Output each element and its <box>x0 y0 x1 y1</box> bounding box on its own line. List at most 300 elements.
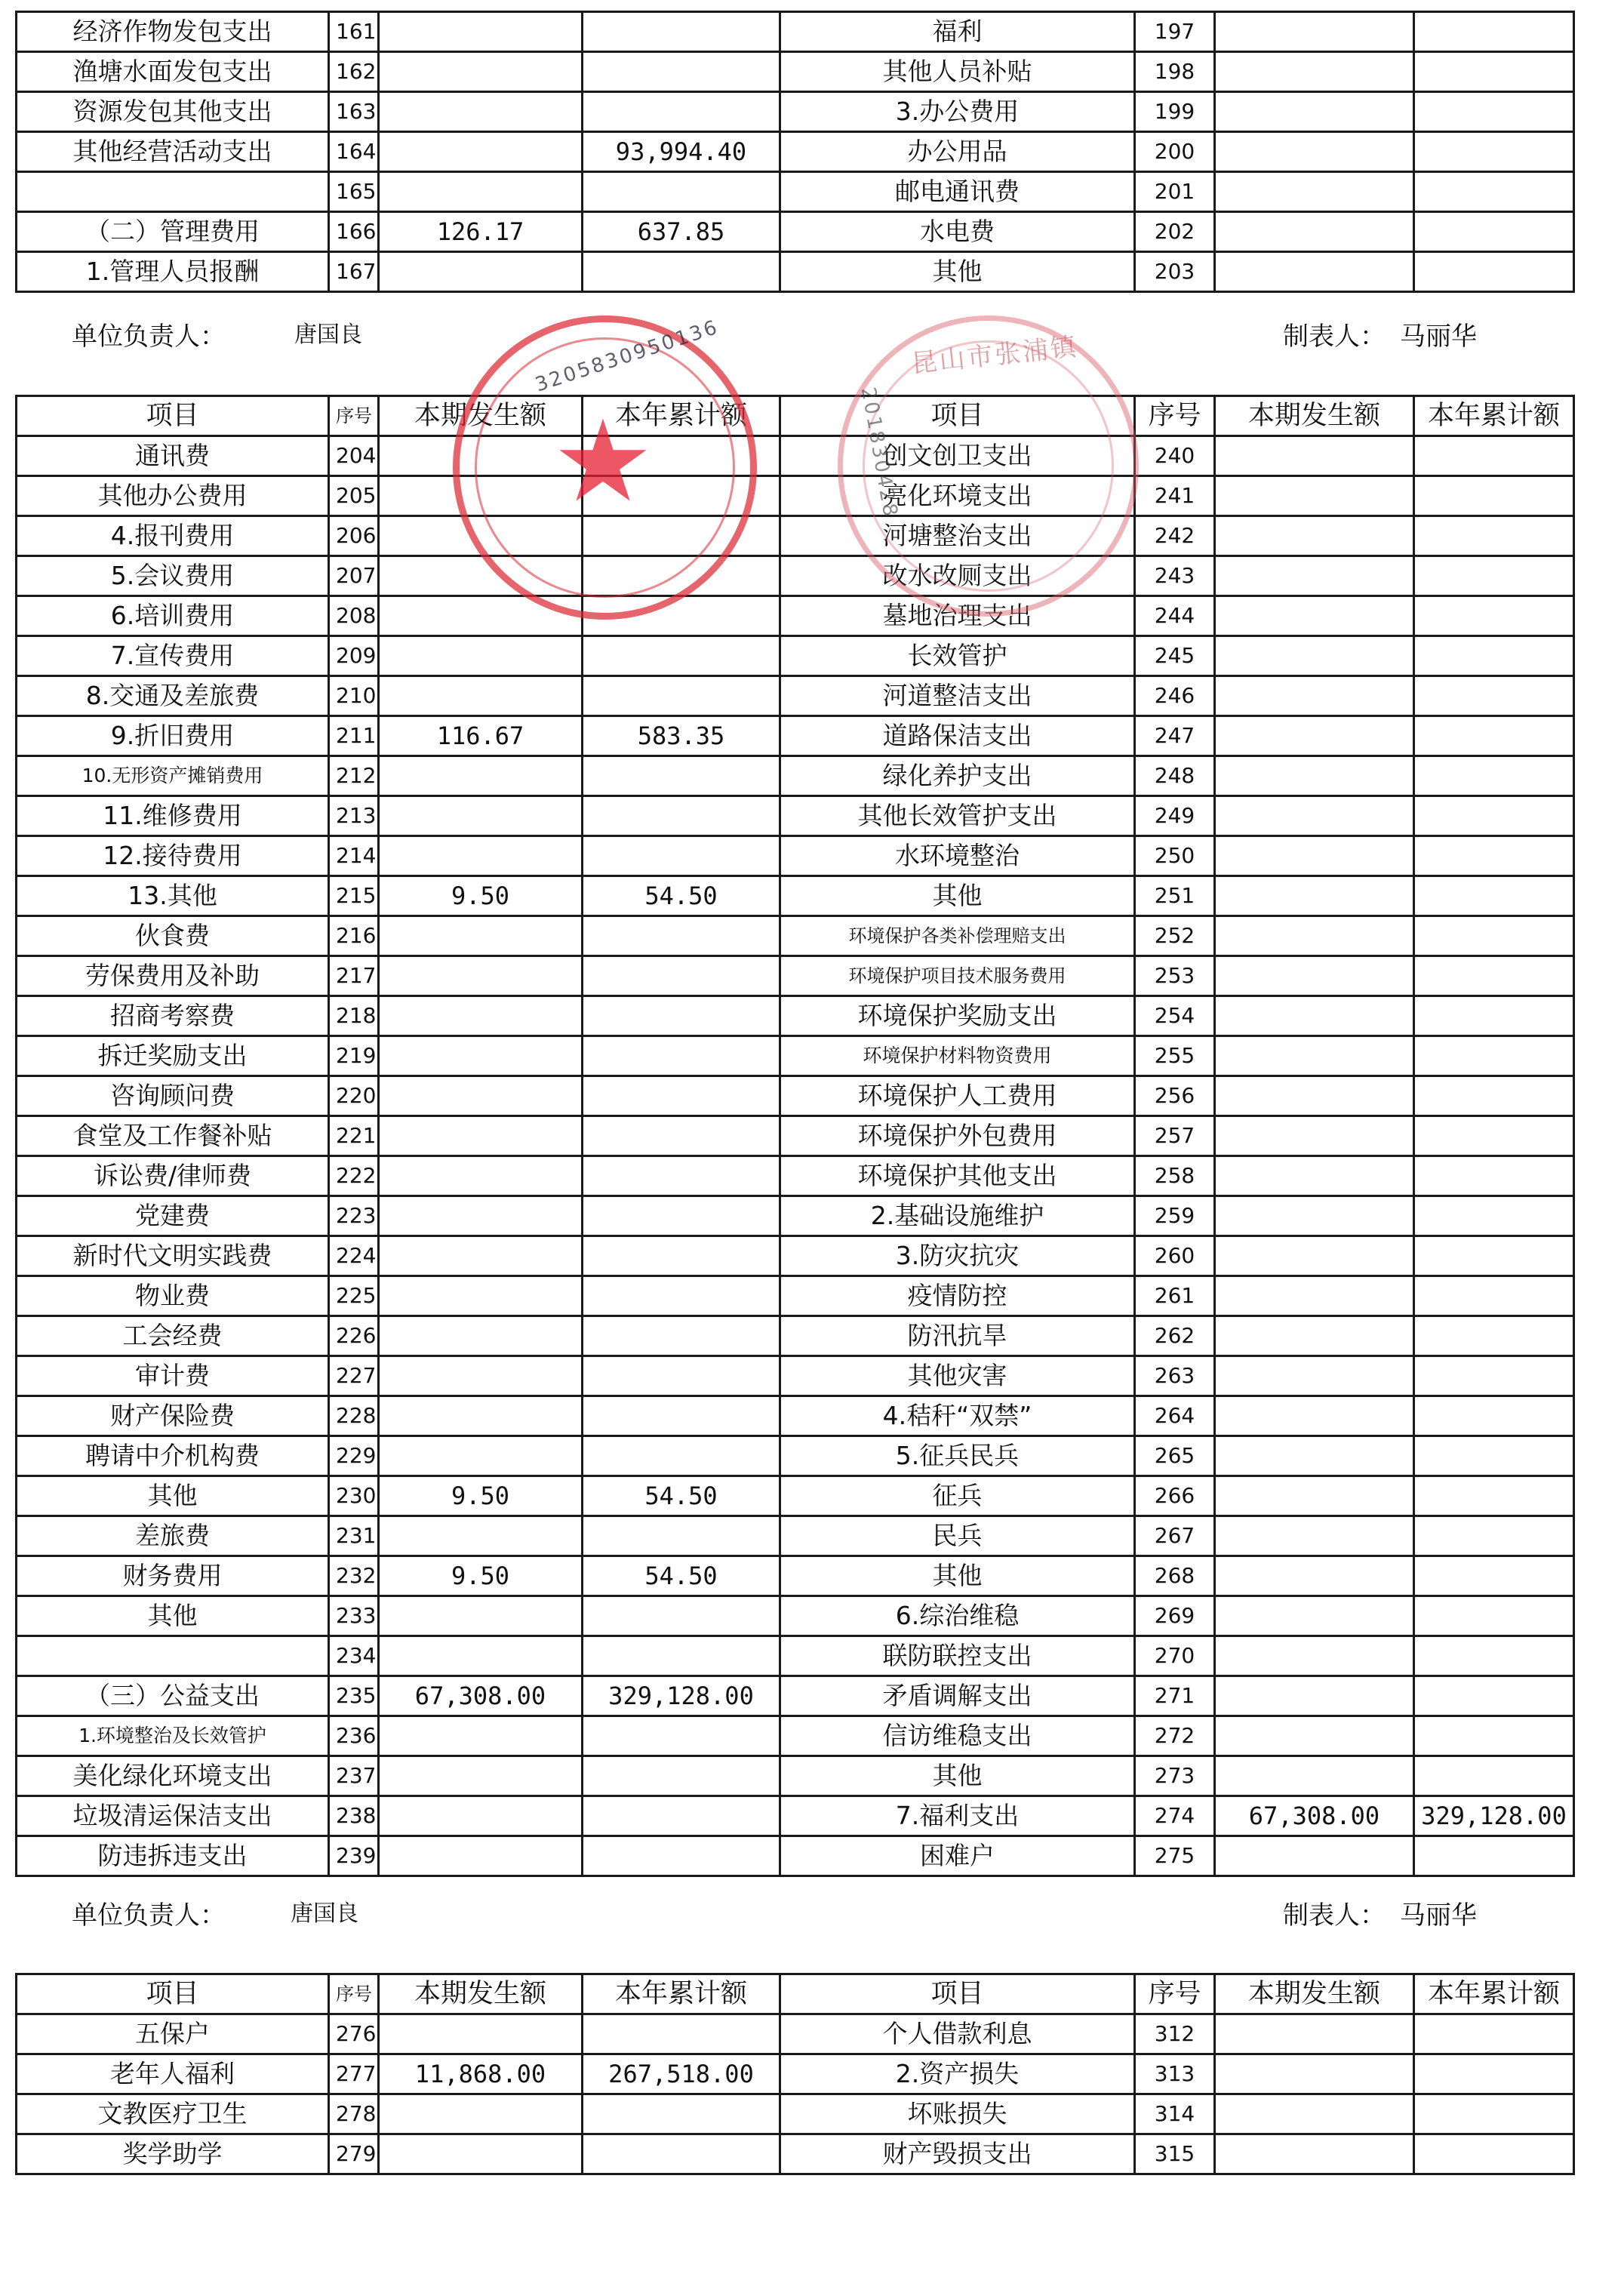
seq-cell-right: 259 <box>1135 1196 1215 1236</box>
current-amount-cell-right <box>1215 1396 1414 1436</box>
table-row <box>17 876 1574 916</box>
item-cell: 10.无形资产摊销费用 <box>17 756 329 796</box>
item-cell: 1.环境整治及长效管护 <box>17 1716 329 1756</box>
item-cell-right: 信访维稳支出 <box>780 1716 1135 1756</box>
header-item-right: 项目 <box>780 1974 1135 2014</box>
current-amount-cell-right <box>1215 1516 1414 1556</box>
item-cell: （三）公益支出 <box>17 1676 329 1716</box>
table-row <box>17 596 1574 636</box>
current-amount-cell-right <box>1215 1476 1414 1516</box>
seq-cell: 167 <box>329 252 379 292</box>
seq-cell-right: 274 <box>1135 1796 1215 1836</box>
seq-cell-right: 314 <box>1135 2094 1215 2134</box>
table-row <box>17 956 1574 996</box>
header-current-right: 本期发生额 <box>1215 396 1414 436</box>
current-amount-cell <box>379 1236 583 1276</box>
item-cell-right: 创文创卫支出 <box>780 436 1135 476</box>
current-amount-cell <box>379 836 583 876</box>
current-amount-cell: 11,868.00 <box>379 2054 583 2094</box>
current-amount-cell <box>379 1316 583 1356</box>
current-amount-cell <box>379 252 583 292</box>
ytd-amount-cell <box>583 836 780 876</box>
current-amount-cell <box>379 1596 583 1636</box>
item-cell: 11.维修费用 <box>17 796 329 836</box>
item-cell-right: 民兵 <box>780 1516 1135 1556</box>
item-cell: 审计费 <box>17 1356 329 1396</box>
item-cell: 13.其他 <box>17 876 329 916</box>
expense-table-1 <box>15 11 1575 293</box>
item-cell: 诉讼费/律师费 <box>17 1156 329 1196</box>
current-amount-cell <box>379 1636 583 1676</box>
ytd-amount-cell <box>583 1316 780 1356</box>
ytd-amount-cell <box>583 636 780 676</box>
table-row <box>17 1716 1574 1756</box>
seq-cell: 161 <box>329 12 379 52</box>
item-cell-right: 个人借款利息 <box>780 2014 1135 2054</box>
current-amount-cell-right <box>1215 996 1414 1036</box>
item-cell-right: 河道整洁支出 <box>780 676 1135 716</box>
ytd-amount-cell-right <box>1414 1836 1574 1876</box>
item-cell-right: 环境保护材料物资费用 <box>780 1036 1135 1076</box>
item-cell-right: 3.办公费用 <box>780 92 1135 132</box>
item-cell: 1.管理人员报酬 <box>17 252 329 292</box>
ytd-amount-cell-right <box>1414 172 1574 212</box>
header-seq-right: 序号 <box>1135 396 1215 436</box>
seq-cell: 217 <box>329 956 379 996</box>
item-cell: 伙食费 <box>17 916 329 956</box>
ytd-amount-cell <box>583 1156 780 1196</box>
table-row <box>17 1196 1574 1236</box>
item-cell <box>17 172 329 212</box>
ytd-amount-cell: 93,994.40 <box>583 132 780 172</box>
unit-head-label: 单位负责人： <box>72 1900 226 1931</box>
seq-cell-right: 257 <box>1135 1116 1215 1156</box>
seq-cell-right: 271 <box>1135 1676 1215 1716</box>
seq-cell-right: 312 <box>1135 2014 1215 2054</box>
item-cell-right: 环境保护人工费用 <box>780 1076 1135 1116</box>
seq-cell: 165 <box>329 172 379 212</box>
seq-cell-right: 254 <box>1135 996 1215 1036</box>
ytd-amount-cell-right <box>1414 1756 1574 1796</box>
ytd-amount-cell-right <box>1414 2134 1574 2174</box>
current-amount-cell-right <box>1215 876 1414 916</box>
seq-cell: 209 <box>329 636 379 676</box>
table-row <box>17 636 1574 676</box>
seq-cell-right: 255 <box>1135 1036 1215 1076</box>
item-cell-right: 7.福利支出 <box>780 1796 1135 1836</box>
current-amount-cell <box>379 1116 583 1156</box>
ytd-amount-cell-right <box>1414 1436 1574 1476</box>
current-amount-cell <box>379 436 583 476</box>
item-cell-right: 财产毁损支出 <box>780 2134 1135 2174</box>
table-row <box>17 556 1574 596</box>
item-cell-right: 墓地治理支出 <box>780 596 1135 636</box>
item-cell: 新时代文明实践费 <box>17 1236 329 1276</box>
table-row <box>17 2134 1574 2174</box>
seq-cell-right: 250 <box>1135 836 1215 876</box>
item-cell-right: 其他人员补贴 <box>780 52 1135 92</box>
item-cell-right: 环境保护项目技术服务费用 <box>780 956 1135 996</box>
seq-cell: 218 <box>329 996 379 1036</box>
item-cell <box>17 1636 329 1676</box>
seq-cell: 222 <box>329 1156 379 1196</box>
ytd-amount-cell <box>583 556 780 596</box>
item-cell-right: 联防联控支出 <box>780 1636 1135 1676</box>
ytd-amount-cell-right <box>1414 916 1574 956</box>
item-cell: 财务费用 <box>17 1556 329 1596</box>
item-cell-right: 其他 <box>780 252 1135 292</box>
seq-cell: 211 <box>329 716 379 756</box>
item-cell: 其他经营活动支出 <box>17 132 329 172</box>
unit-head-name: 唐国良 <box>294 322 362 348</box>
ytd-amount-cell-right <box>1414 132 1574 172</box>
ytd-amount-cell-right <box>1414 1356 1574 1396</box>
seq-cell: 219 <box>329 1036 379 1076</box>
ytd-amount-cell <box>583 1716 780 1756</box>
item-cell: 7.宣传费用 <box>17 636 329 676</box>
table-row <box>17 212 1574 252</box>
table-row <box>17 1556 1574 1596</box>
current-amount-cell-right <box>1215 756 1414 796</box>
current-amount-cell-right <box>1215 2094 1414 2134</box>
seq-cell-right: 200 <box>1135 132 1215 172</box>
table-row <box>17 1796 1574 1836</box>
seq-cell: 230 <box>329 1476 379 1516</box>
ytd-amount-cell-right <box>1414 556 1574 596</box>
seq-cell: 166 <box>329 212 379 252</box>
header-current: 本期发生额 <box>379 396 583 436</box>
seq-cell: 163 <box>329 92 379 132</box>
current-amount-cell <box>379 1716 583 1756</box>
ytd-amount-cell <box>583 1796 780 1836</box>
header-ytd-right: 本年累计额 <box>1414 1974 1574 2014</box>
table-row <box>17 52 1574 92</box>
current-amount-cell-right <box>1215 1156 1414 1196</box>
table-row <box>17 756 1574 796</box>
seq-cell: 204 <box>329 436 379 476</box>
item-cell: 文教医疗卫生 <box>17 2094 329 2134</box>
ytd-amount-cell-right <box>1414 52 1574 92</box>
item-cell-right: 水电费 <box>780 212 1135 252</box>
current-amount-cell <box>379 1436 583 1476</box>
item-cell: 8.交通及差旅费 <box>17 676 329 716</box>
item-cell: 差旅费 <box>17 1516 329 1556</box>
seq-cell: 276 <box>329 2014 379 2054</box>
ytd-amount-cell-right <box>1414 516 1574 556</box>
seq-cell-right: 256 <box>1135 1076 1215 1116</box>
table-row <box>17 1436 1574 1476</box>
table-header <box>17 1974 1574 2014</box>
table-row <box>17 1316 1574 1356</box>
ytd-amount-cell-right <box>1414 956 1574 996</box>
item-cell-right: 亮化环境支出 <box>780 476 1135 516</box>
preparer-label: 制表人： <box>1283 322 1386 352</box>
unit-head-label: 单位负责人： <box>72 322 226 352</box>
seal-code: 3205830950136 <box>532 315 722 397</box>
current-amount-cell-right <box>1215 1036 1414 1076</box>
ytd-amount-cell-right <box>1414 996 1574 1036</box>
current-amount-cell <box>379 1836 583 1876</box>
ytd-amount-cell <box>583 172 780 212</box>
header-ytd: 本年累计额 <box>583 1974 780 2014</box>
ytd-amount-cell-right <box>1414 1196 1574 1236</box>
seq-cell: 206 <box>329 516 379 556</box>
ytd-amount-cell <box>583 252 780 292</box>
ytd-amount-cell-right <box>1414 756 1574 796</box>
item-cell-right: 福利 <box>780 12 1135 52</box>
current-amount-cell-right <box>1215 1356 1414 1396</box>
item-cell: 4.报刊费用 <box>17 516 329 556</box>
current-amount-cell-right <box>1215 1236 1414 1276</box>
item-cell: 9.折旧费用 <box>17 716 329 756</box>
current-amount-cell-right <box>1215 172 1414 212</box>
header-item: 项目 <box>17 396 329 436</box>
ytd-amount-cell-right <box>1414 1476 1574 1516</box>
item-cell: 12.接待费用 <box>17 836 329 876</box>
ytd-amount-cell <box>583 596 780 636</box>
seq-cell: 221 <box>329 1116 379 1156</box>
item-cell-right: 其他 <box>780 876 1135 916</box>
current-amount-cell-right <box>1215 52 1414 92</box>
table-row <box>17 2094 1574 2134</box>
seq-cell-right: 246 <box>1135 676 1215 716</box>
ytd-amount-cell <box>583 1636 780 1676</box>
ytd-amount-cell-right <box>1414 1676 1574 1716</box>
table-row <box>17 1236 1574 1276</box>
header-item-right: 项目 <box>780 396 1135 436</box>
current-amount-cell-right <box>1215 1436 1414 1476</box>
ytd-amount-cell-right <box>1414 676 1574 716</box>
seq-cell-right: 265 <box>1135 1436 1215 1476</box>
current-amount-cell <box>379 1796 583 1836</box>
table-row <box>17 92 1574 132</box>
table-row <box>17 676 1574 716</box>
ytd-amount-cell <box>583 956 780 996</box>
expense-table-3 <box>15 1973 1575 2175</box>
ytd-amount-cell-right <box>1414 1156 1574 1196</box>
seq-cell: 228 <box>329 1396 379 1436</box>
current-amount-cell-right <box>1215 12 1414 52</box>
item-cell-right: 6.综治维稳 <box>780 1596 1135 1636</box>
item-cell-right: 其他 <box>780 1556 1135 1596</box>
header-seq: 序号 <box>329 396 379 436</box>
current-amount-cell-right <box>1215 252 1414 292</box>
current-amount-cell-right <box>1215 1556 1414 1596</box>
table-row <box>17 1636 1574 1676</box>
seq-cell-right: 247 <box>1135 716 1215 756</box>
table-row <box>17 1356 1574 1396</box>
ytd-amount-cell <box>583 476 780 516</box>
ytd-amount-cell <box>583 1436 780 1476</box>
ytd-amount-cell <box>583 2014 780 2054</box>
item-cell: 聘请中介机构费 <box>17 1436 329 1476</box>
expense-table-2 <box>15 395 1575 1877</box>
current-amount-cell-right <box>1215 516 1414 556</box>
seq-cell-right: 249 <box>1135 796 1215 836</box>
table-row <box>17 1036 1574 1076</box>
current-amount-cell <box>379 1196 583 1236</box>
seq-cell: 212 <box>329 756 379 796</box>
table-row <box>17 2014 1574 2054</box>
ytd-amount-cell <box>583 1836 780 1876</box>
item-cell-right: 绿化养护支出 <box>780 756 1135 796</box>
seq-cell: 279 <box>329 2134 379 2174</box>
seq-cell: 232 <box>329 1556 379 1596</box>
seq-cell: 215 <box>329 876 379 916</box>
current-amount-cell <box>379 796 583 836</box>
seq-cell-right: 245 <box>1135 636 1215 676</box>
seq-cell-right: 273 <box>1135 1756 1215 1796</box>
ytd-amount-cell-right <box>1414 836 1574 876</box>
current-amount-cell <box>379 1276 583 1316</box>
current-amount-cell: 9.50 <box>379 1556 583 1596</box>
seal-title: 昆山市张浦镇 <box>909 331 1080 380</box>
current-amount-cell-right <box>1215 796 1414 836</box>
seq-cell: 238 <box>329 1796 379 1836</box>
ytd-amount-cell <box>583 2094 780 2134</box>
seq-cell: 277 <box>329 2054 379 2094</box>
item-cell-right: 4.秸秆“双禁” <box>780 1396 1135 1436</box>
table-row <box>17 1076 1574 1116</box>
seal-code: 201830428 <box>856 385 902 521</box>
current-amount-cell <box>379 12 583 52</box>
ytd-amount-cell <box>583 676 780 716</box>
seq-cell-right: 198 <box>1135 52 1215 92</box>
ytd-amount-cell <box>583 92 780 132</box>
ytd-amount-cell: 637.85 <box>583 212 780 252</box>
table-row <box>17 1836 1574 1876</box>
header-seq-right: 序号 <box>1135 1974 1215 2014</box>
item-cell-right: 征兵 <box>780 1476 1135 1516</box>
seq-cell: 226 <box>329 1316 379 1356</box>
item-cell-right: 邮电通讯费 <box>780 172 1135 212</box>
seq-cell-right: 313 <box>1135 2054 1215 2094</box>
table-row <box>17 252 1574 292</box>
item-cell-right: 矛盾调解支出 <box>780 1676 1135 1716</box>
current-amount-cell: 9.50 <box>379 876 583 916</box>
table-row <box>17 1156 1574 1196</box>
table-row <box>17 1676 1574 1716</box>
ytd-amount-cell: 583.35 <box>583 716 780 756</box>
seq-cell: 278 <box>329 2094 379 2134</box>
seq-cell-right: 272 <box>1135 1716 1215 1756</box>
seq-cell: 208 <box>329 596 379 636</box>
seq-cell-right: 260 <box>1135 1236 1215 1276</box>
current-amount-cell-right <box>1215 2134 1414 2174</box>
current-amount-cell <box>379 1076 583 1116</box>
current-amount-cell-right <box>1215 1316 1414 1356</box>
ytd-amount-cell: 54.50 <box>583 1556 780 1596</box>
item-cell-right: 其他 <box>780 1756 1135 1796</box>
seq-cell-right: 203 <box>1135 252 1215 292</box>
seq-cell: 231 <box>329 1516 379 1556</box>
ytd-amount-cell-right <box>1414 796 1574 836</box>
current-amount-cell-right <box>1215 212 1414 252</box>
item-cell-right: 改水改厕支出 <box>780 556 1135 596</box>
ytd-amount-cell-right <box>1414 1556 1574 1596</box>
ytd-amount-cell-right <box>1414 636 1574 676</box>
seq-cell: 205 <box>329 476 379 516</box>
seq-cell: 229 <box>329 1436 379 1476</box>
ytd-amount-cell <box>583 1596 780 1636</box>
ytd-amount-cell-right <box>1414 212 1574 252</box>
ytd-amount-cell <box>583 1196 780 1236</box>
item-cell-right: 困难户 <box>780 1836 1135 1876</box>
header-current-right: 本期发生额 <box>1215 1974 1414 2014</box>
ytd-amount-cell <box>583 2134 780 2174</box>
current-amount-cell <box>379 2094 583 2134</box>
item-cell-right: 道路保洁支出 <box>780 716 1135 756</box>
ytd-amount-cell <box>583 52 780 92</box>
current-amount-cell <box>379 996 583 1036</box>
item-cell-right: 坏账损失 <box>780 2094 1135 2134</box>
table-row <box>17 1116 1574 1156</box>
current-amount-cell-right <box>1215 92 1414 132</box>
current-amount-cell-right <box>1215 132 1414 172</box>
seq-cell: 227 <box>329 1356 379 1396</box>
ytd-amount-cell-right <box>1414 1516 1574 1556</box>
item-cell-right: 环境保护各类补偿理赔支出 <box>780 916 1135 956</box>
item-cell-right: 环境保护外包费用 <box>780 1116 1135 1156</box>
table-row <box>17 916 1574 956</box>
seq-cell: 216 <box>329 916 379 956</box>
item-cell-right: 3.防灾抗灾 <box>780 1236 1135 1276</box>
seq-cell-right: 275 <box>1135 1836 1215 1876</box>
ytd-amount-cell-right <box>1414 1636 1574 1676</box>
current-amount-cell <box>379 516 583 556</box>
seq-cell-right: 243 <box>1135 556 1215 596</box>
table-row <box>17 1516 1574 1556</box>
item-cell: 咨询顾问费 <box>17 1076 329 1116</box>
current-amount-cell-right <box>1215 2014 1414 2054</box>
item-cell-right: 2.资产损失 <box>780 2054 1135 2094</box>
ytd-amount-cell-right <box>1414 92 1574 132</box>
seq-cell: 207 <box>329 556 379 596</box>
item-cell-right: 疫情防控 <box>780 1276 1135 1316</box>
seq-cell-right: 241 <box>1135 476 1215 516</box>
ytd-amount-cell <box>583 516 780 556</box>
current-amount-cell-right <box>1215 1716 1414 1756</box>
seq-cell: 234 <box>329 1636 379 1676</box>
preparer-name: 马丽华 <box>1400 322 1477 352</box>
seq-cell-right: 269 <box>1135 1596 1215 1636</box>
preparer-label: 制表人： <box>1283 1900 1386 1931</box>
ytd-amount-cell <box>583 796 780 836</box>
item-cell: 渔塘水面发包支出 <box>17 52 329 92</box>
item-cell: 通讯费 <box>17 436 329 476</box>
item-cell: 物业费 <box>17 1276 329 1316</box>
current-amount-cell <box>379 556 583 596</box>
current-amount-cell <box>379 1396 583 1436</box>
ytd-amount-cell <box>583 12 780 52</box>
item-cell-right: 办公用品 <box>780 132 1135 172</box>
current-amount-cell <box>379 172 583 212</box>
current-amount-cell-right <box>1215 1076 1414 1116</box>
ytd-amount-cell <box>583 1236 780 1276</box>
current-amount-cell <box>379 1516 583 1556</box>
ytd-amount-cell-right <box>1414 2094 1574 2134</box>
ytd-amount-cell <box>583 1036 780 1076</box>
seq-cell: 239 <box>329 1836 379 1876</box>
current-amount-cell-right <box>1215 716 1414 756</box>
current-amount-cell: 126.17 <box>379 212 583 252</box>
seq-cell-right: 244 <box>1135 596 1215 636</box>
ytd-amount-cell-right <box>1414 1716 1574 1756</box>
seq-cell: 237 <box>329 1756 379 1796</box>
table-row <box>17 716 1574 756</box>
seq-cell-right: 199 <box>1135 92 1215 132</box>
header-ytd: 本年累计额 <box>583 396 780 436</box>
